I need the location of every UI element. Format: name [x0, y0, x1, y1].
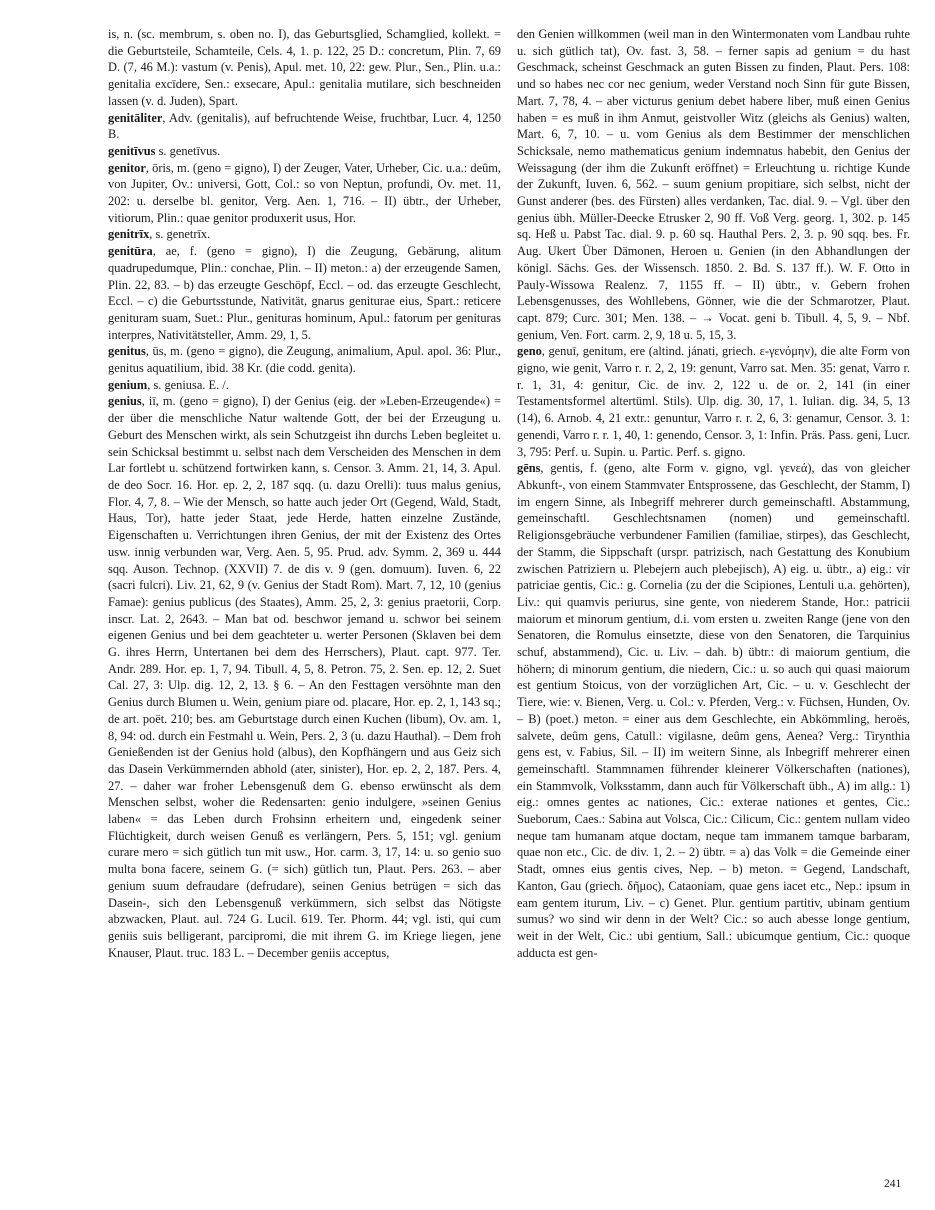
headword: genitrīx	[108, 227, 150, 242]
entry-genitalis-continued	[108, 26, 501, 110]
entry-text: , genuī, genitum, ere (altind. jánati, griech. ε-γενόμην), die alte Form von gigno, wie genit, Varro r. r. 2, 2, 19: genunt, Varro sat. Men. 35: genat, Varro r. r. 1, 31, 4: genitur, Cic. de inv. 2, 122 u. de or. 2, 141 (in einer Testamentsformel altertüml. Stils). Ulp. dig. 30, 17, 1. Iulian. dig. 34, 5, 13 (14), 6. Arnob. 4, 21 extr.: genuntur, Varro r. r. 2, 6, 3: genamur, Censor. 3. 1: genendi, Varro r. r. 1, 40, 1: genendo, Censor. 3, 1: Infin. Präs. Pass. geni, Lucr. 3, 795: Perf. u. Supin. u. Partic. Perf. s. gigno.	[517, 344, 910, 459]
headword: genius	[108, 394, 142, 409]
entry-text: is, n. (sc. membrum, s. oben no. I), das Geburtsglied, Schamglied, kollekt. = die Geburtsteile, Schamteile, Cels. 4, 1. p. 122, 25 D.: concretum, Plin. 7, 69 D. (7, 46 M.): vastum (v. Penis), Apul. met. 10, 22: gew. Plur., Sen., Plin. u.a.: genitalia excīdere, Sen.: exsecare, Apul.: genitalia mutilare, sich beschneiden lassen (v. d. Juden), Spart.	[108, 27, 501, 108]
entry-text: , gentis, f. (geno, alte Form v. gigno, vgl. γενεά), das von gleicher Abkunft-, von einem Stammvater Entsprossene, das Geschlecht, der Stamm, I) im engern Sinne, als Inbegriff mehrerer durch gemeinschaftl. Abstammung, gemeinschaftl. Geschlechtsnamen (nomen) und gemeinschaftl. Religionsgebräuche verbundener Familien (familiae, stirpes), das Geschlecht, der Stamm, die Sippschaft (urspr. patrizisch, nach Gestattung des Konubium zwischen Patriziern u. Plebejern auch plebejisch), A) eig. u. übtr., a) eig.: vir patriciae gentis, Cic.: g. Cornelia (zu der die Scipiones, Lentuli u.a. gehörten), Liv.: qui quamvis periurus, sine gente, von niederem Stande, Hor.: patricii maiorum et minorum gentium, d.i. vom ersten u. zweiten Range (jene von den Senatoren, die Romulus einsetzte, diese von den Senatoren, die Tarquinius schuf, abstammend), Cic. u. Liv. – dah. b) übtr.: di maiorum gentium, die höhern; di minorum gentium, die niedern, Cic.: u. so auch qui quasi maiorum est gentium Stoicus, von der vorzüglichen Art, Cic. – u. v. Geschlecht der Tiere, wie: v. Bienen, Verg. u. Col.: v. Pferden, Verg.: v. Füchsen, Hunden, Ov. – B) (poet.) meton. = einer aus dem Geschlechte, ein Abkömmling, heroës, salvete, deûm gens, Catull.: vigilasne, deûm gens, Aenea? Verg.: Tirynthia gens est, v. Fabius, Sil. – II) im weitern Sinne, als Inbegriff mehrerer einen gemeinschaftl. Stammnamen führender kleinerer Völkerschaften (nationes), ein Stammvolk, Volksstamm, dann auch für Völkerschaft übh., A) im allg.: 1) eig.: omnes gentes ac nationes, Cic.: exterae nationes et gentes, Cic.: Sueborum, Caes.: Sabina aut Volsca, Cic.: Cilicum, Cic.: gentem nullam video neque tam humanam atque doctam, neque tam immanem tamque barbaram, quae non etc., Cic. de div. 1, 2. – 2) übtr. = a) das Volk = die Gemeinde einer Stadt, omnes eius gentis cives, Nep. – b) meton. = Gegend, Landschaft, Kanton, Gau (griech. δῆμος), Cataoniam, quae gens iacet etc., Nep.: ipsum in eam gentem iturum, Liv. – c) Genet. Plur. gentium partitiv, ubinam gentium sumus? wo sind wir denn in der Welt? Cic.: so auch abesse longe gentium, weit in der Welt, Cic.: ubi gentium, Sall.: ubicumque gentium, Cic.: quoque adducta est gen-	[517, 461, 910, 960]
entry-genitor	[108, 160, 501, 227]
headword: gēns	[517, 461, 541, 476]
entry-genitura	[108, 243, 501, 343]
right-column	[517, 26, 910, 961]
entry-genitivus	[108, 143, 501, 160]
entry-genitrix	[108, 226, 501, 243]
entry-text: , ōris, m. (geno = gigno), I) der Zeuger, Vater, Urheber, Cic. u.a.: deûm, von Jupiter, Ov.: universi, Gott, Col.: so von Neptun, profundi, Ov. met. 11, 202: u. derselbe bl. genitor, Verg. Aen. 1, 716. – II) übtr., der Urheber, vitiorum, Plin.: quae genitor produxerit usus, Hor.	[108, 160, 501, 225]
entry-genius	[108, 393, 501, 961]
headword: genium	[108, 377, 148, 392]
headword: geno	[517, 344, 542, 359]
entry-geno	[517, 343, 910, 460]
headword: genitus	[108, 344, 146, 359]
entry-text: , ae, f. (geno = gigno), I) die Zeugung, Gebärung, alitum quadrupedumque, Plin.: conchae, Plin. – II) meton.: a) der erzeugende Samen, Plin. 22, 83. – b) das erzeugte Geschöpf, Eccl. – od. das erzeugte Geschlecht, Eccl. – c) die Geburtsstunde, Nativität, gnarus geniturae eius, Spart.: reticere genituram suam, Suet.: Plur., genituras hominum, Apul.: fatorum per genituras interpres, Nativitätsteller, Amm. 29, 1, 5.	[108, 244, 501, 342]
entry-text: s. genetīvus.	[155, 143, 221, 158]
entry-text: , iī, m. (geno = gigno), I) der Genius (eig. der »Leben-Erzeugende«) = der über die menschliche Natur waltende Gott, der bei der Erzeugung u. Geburt des Menschen wirkt, als sein Schutzgeist ihn durchs Leben begleitet u. sein Schicksal bestimmt u. selbst nach dem Verscheiden des Menschen in dem Lar fortlebt u. schützend fortwirken kann, s. Censor. 3. Amm. 21, 14, 3. Apul. de deo Socr. 16. Hor. ep. 2, 2, 187 sqq. (u. dazu Orelli): tuus malus genius, Flor. 4, 7, 8. – Wie der Mensch, so hatte auch jeder Ort (Gegend, Wald, Stadt, Haus, Tor), hatte jeder Staat, jede Herde, hatten einzelne Zustände, Eigenschaften u. Verrichtungen ihren Genius, der mit der Existenz des Ortes usw. innig verbunden war, Verg. Aen. 5, 95. Prud. adv. Symm. 2, 369 u. 444 sqq. Auson. Technop. (XXVII) 7. de dis v. 9 (gen. domuum). Iuven. 6, 22 (sacri fulcri). Liv. 21, 62, 9 (v. Genius der Stadt Rom). Mart. 7, 12, 10 (genius Famae): genius publicus (des Staates), Amm. 25, 2, 3: genius praetorii, Corp. inscr. Lat. 2, 2643. – Man bat od. beschwor jemand u. schwor bei seinem eigenen Genius und bei dem geachteter u. werter Personen (Sklaven bei dem G. ihres Herrn, Untertanen bei dem des Herrschers), Plaut. capt. 977. Ter. Andr. 289. Hor. ep. 1, 7, 94. Tibull. 4, 5, 8. Petron. 75, 2. Sen. ep. 12, 2. Suet Cal. 27, 3: Ulp. dig. 12, 2, 13. § 6. – An den Festtagen versöhnte man den Genius durch Blumen u. Wein, genium piare od. placare, Hor. ep. 2, 1, 143 sq.; de art. poët. 210; bes. am Geburtstage durch einen Kuchen (libum), Ov. am. 1, 8, 94: od. durch ein Festmahl u. Wein, Pers. 2, 3 (u. dazu Hauthal). – Dem froh Genießenden ist der Genius hold (albus), den Kopfhängern und aus Geiz sich das Dasein Verkümmernden abhold (ater, sinister), Hor. ep. 2, 2, 187. Pers. 4, 27. – daher war froher Lebensgenuß dem G. ebenso erwünscht als dem Menschen selbst, woher die Redensarten: genio indulgere, »seinen Genius laben« = das Leben durch Frohsinn erheitern und, eingedenk seiner Flüchtigkeit, durch weisen Genuß es verlängern, Pers. 5, 151; vgl. genium curare mero = sich gütlich tun mit usw., Hor. carm. 3, 17, 14: u. so genio suo multa bona facere, seinem G. (= sich) gütlich tun, Plaut. Pers. 263. – aber genium suum defraudare (defrudare), seinen Genius betrügen = sich das Dasein-, sich den Lebensgenuß verkümmern, sich selbst das Nötigste abzwacken, Plaut. aul. 724 G. Lucil. 619. Ter. Phorm. 44; vgl. isti, qui cum geniis suis belligerant, parcipromi, die mit ihrem G. im Kriege liegen, jene Knauser, Plaut. truc. 183 L. – December geniis acceptus,	[108, 394, 501, 960]
page-number: 241	[884, 1178, 902, 1190]
entry-genium	[108, 377, 501, 394]
entry-text: , Adv. (genitalis), auf befruchtende Weise, fruchtbar, Lucr. 4, 1250 B.	[108, 110, 501, 142]
entry-genius-continued	[517, 26, 910, 343]
entry-text: , s. geniusa. E. /.	[147, 377, 229, 392]
entry-text: den Genien willkommen (weil man in den Wintermonaten vom Landbau ruhte u. sich gütlich tat), Ov. fast. 3, 58. – ferner sapis ad genium = du hast Geschmack, scheinst Geschmack an guten Bissen zu finden, Plaut. Pers. 108: und so habes nec cor nec genium, weder Verstand noch Sinn für gute Bissen, Mart. 7, 78, 4. – aber victurus genium debet habere liber, muß einen Genius haben = es muß in ihm Anmut, geistvoller Witz (gleichs als Genius) walten, Mart. 6, 7, 10. – u. vom Genius als dem Bestimmer der menschlichen Schicksale, nemo mathematicus genium indemnatus habebit, den Genius der Weissagung (der ihm die Zukunft eröffnet) = Erleuchtung u. richtige Kunde der Zukunft, Iuven. 6, 562. – suum genium propitiare, sich selbst, nicht der Gunst anderer (bes. des Fürsten) alles verdanken, Tac. dial. 9. – Vgl. über den genius übh. Müller-Deecke Etrusker 2, 90 ff. Voß Verg. georg. 1, 302. p. 145 sq. Heß u. Pabst Tac. dial. 9. p. 60 sq. Hauthal Pers. 2, 3. p. 90 sqq. bes. Fr. Aug. Ukert Über Dämonen, Heroen u. Genien (in den Abhandlungen der königl. Sächs. Ges. der Wissensch. 1850. 2. Bd. S. 137 ff.). W. F. Otto in Pauly-Wissowa Realenz. 7, 1155 ff. – II) übtr., v. Gebern frohen Lebensgenusses, des Wohllebens, Gönner, wie die der Schmarotzer, Plaut. capt. 879; Curc. 301; Men. 138. – → Vocat. geni b. Tibull. 4, 5, 9. – Nbf. genium, Ven. Fort. carm. 2, 9, 18 u. 5, 15, 3.	[517, 27, 910, 342]
headword: genitāliter	[108, 110, 163, 125]
entry-genitaliter	[108, 110, 501, 143]
entry-gens	[517, 460, 910, 961]
headword: genitor	[108, 160, 146, 175]
headword: genitūra	[108, 244, 153, 259]
left-column	[108, 26, 501, 961]
entry-text: , ūs, m. (geno = gigno), die Zeugung, animalium, Apul. apol. 36: Plur., genitus aquatilium, ibid. 38 Kr. (die codd. genita).	[108, 344, 501, 376]
headword: genitīvus	[108, 143, 156, 158]
entry-genitus	[108, 343, 501, 376]
entry-text: , s. genetrīx.	[149, 227, 211, 242]
